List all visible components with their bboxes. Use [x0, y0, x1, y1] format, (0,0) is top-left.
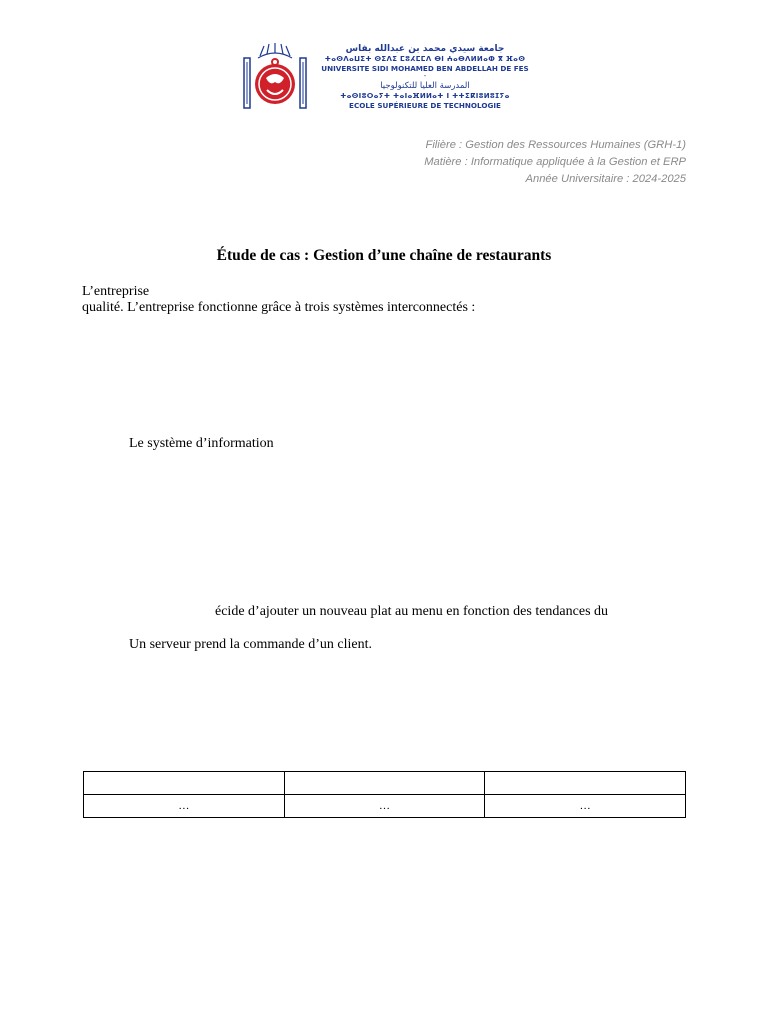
table-header-row — [84, 772, 686, 795]
table-cell — [485, 772, 686, 795]
school-name-tifinagh: ⵜⴰⵙⵏⵓⵔⴰⵢⵜ ⵜⴰⵏⴰⴼⵍⵍⴰⵜ ⵏ ⵜⵜⵉⴽⵏⵓⵍⵓⵊⵢⴰ — [340, 92, 510, 100]
table-cell — [284, 772, 485, 795]
filiere-line: Filière : Gestion des Ressources Humaines (GRH-1) — [425, 139, 686, 151]
data-table — [83, 771, 686, 818]
table-cell: … — [284, 795, 485, 818]
university-name-arabic: جامعة سيدي محمد بن عبدالله بفاس — [345, 44, 505, 54]
university-header — [318, 44, 532, 110]
table-cell: … — [84, 795, 285, 818]
serveur-text: Un serveur prend la commande d’un client. — [129, 637, 372, 652]
school-name-arabic: المدرسة العليا للتكنولوجيا — [380, 81, 470, 91]
intro-line-1: L’entreprise — [82, 284, 150, 299]
table-cell: … — [485, 795, 686, 818]
decide-text: écide d’ajouter un nouveau plat au menu en fonction des tendances du — [215, 604, 609, 619]
table-row — [84, 795, 686, 818]
intro-line-2: qualité. L’entreprise fonctionne grâce à trois systèmes interconnectés : — [82, 300, 476, 315]
course-info — [424, 137, 686, 188]
university-name-french: UNIVERSITE SIDI MOHAMED BEN ABDELLAH DE FES — [321, 64, 529, 73]
university-name-tifinagh: ⵜⴰⵙⴷⴰⵡⵉⵜ ⵙⵉⴷⵉ ⵎⵓⵃⵎⵎⴷ ⴱⵏ ⵄⴰⴱⴷⵍⵍⴰⵀ ⴳ ⴼⴰⵙ — [324, 55, 526, 63]
header-separator: - — [423, 72, 427, 80]
document-title: Étude de cas : Gestion d’une chaîne de restaurants — [216, 247, 552, 264]
school-name-french: ECOLE SUPÉRIEURE DE TECHNOLOGIE — [349, 101, 501, 110]
matiere-line: Matière : Informatique appliquée à la Gestion et ERP — [424, 156, 686, 168]
systeme-information-text: Le système d’information — [129, 436, 274, 451]
table-cell — [84, 772, 285, 795]
university-emblem-icon — [240, 42, 310, 112]
annee-line: Année Universitaire : 2024-2025 — [525, 173, 686, 185]
